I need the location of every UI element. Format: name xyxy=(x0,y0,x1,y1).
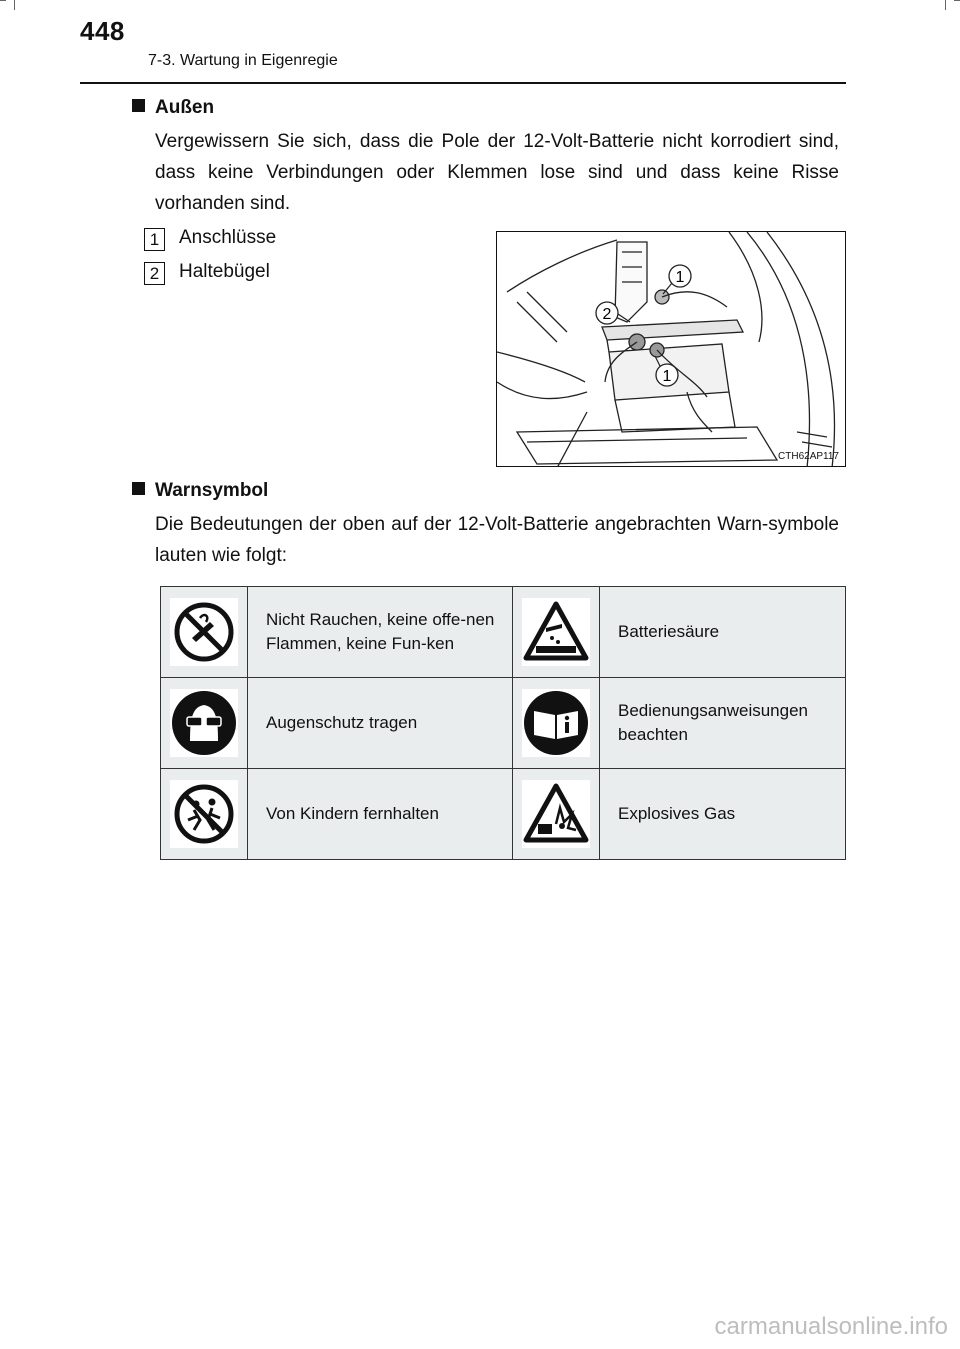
symbol-description: Explosives Gas xyxy=(618,804,736,823)
heading-text: Außen xyxy=(155,97,215,118)
section-heading-warning xyxy=(132,480,268,502)
symbol-description: Batteriesäure xyxy=(618,622,720,641)
header-rule xyxy=(80,82,846,84)
table-cell xyxy=(600,769,846,860)
figure-code: CTH62AP117 xyxy=(778,451,839,462)
callout-label: 2 xyxy=(602,306,612,323)
paragraph-warning: Die Bedeutungen der oben auf der 12-Volt-Batterie angebrachten Warn-symbole lauten wie folgt: xyxy=(155,514,839,566)
table-cell xyxy=(513,587,600,678)
callout-number: 2 xyxy=(144,262,165,285)
paragraph-outside: Vergewissern Sie sich, dass die Pole der 12-Volt-Batterie nicht korrodiert sind, dass keine Verbindungen oder Klemmen lose sind und dass keine Risse vorhanden sind. xyxy=(155,131,839,214)
symbol-description: Von Kindern fernhalten xyxy=(266,804,439,823)
callout-number: 1 xyxy=(144,228,165,251)
heading-text: Warnsymbol xyxy=(155,480,269,501)
crop-mark xyxy=(954,0,960,1)
square-bullet-icon xyxy=(132,482,145,495)
watermark: carmanualsonline.info xyxy=(714,1313,948,1340)
table-cell xyxy=(513,769,600,860)
table-row xyxy=(161,769,846,860)
crop-mark xyxy=(0,0,6,1)
callout-label: 1 xyxy=(662,368,672,385)
callout-label: 1 xyxy=(675,269,685,286)
table-cell xyxy=(161,769,248,860)
read-manual-icon xyxy=(522,689,590,757)
section-heading-outside xyxy=(132,97,214,119)
explosive-gas-icon xyxy=(522,780,590,848)
warning-symbol-table xyxy=(160,586,846,860)
table-cell xyxy=(248,769,513,860)
table-cell xyxy=(248,678,513,769)
table-row xyxy=(161,587,846,678)
callout-1-top xyxy=(663,265,691,294)
battery-line-drawing xyxy=(497,232,846,467)
table-cell xyxy=(161,678,248,769)
table-cell xyxy=(513,678,600,769)
table-row xyxy=(161,678,846,769)
chapter-title: 7-3. Wartung in Eigenregie xyxy=(148,52,338,69)
crop-mark xyxy=(14,0,15,10)
table-cell xyxy=(600,678,846,769)
keep-away-children-icon xyxy=(170,780,238,848)
symbol-description: Bedienungsanweisungen beachten xyxy=(618,701,808,744)
symbol-description: Nicht Rauchen, keine offe-nen Flammen, keine Fun-ken xyxy=(266,610,495,653)
battery-acid-icon xyxy=(522,598,590,666)
square-bullet-icon xyxy=(132,99,145,112)
table-cell xyxy=(161,587,248,678)
table-cell xyxy=(248,587,513,678)
table-cell xyxy=(600,587,846,678)
page-number: 448 xyxy=(80,16,125,46)
no-smoking-icon xyxy=(170,598,238,666)
crop-mark xyxy=(945,0,946,10)
legend-label: Haltebügel xyxy=(179,261,270,282)
legend-item-2 xyxy=(144,261,270,285)
legend-item-1 xyxy=(144,227,276,251)
legend-label: Anschlüsse xyxy=(179,227,277,248)
battery-illustration xyxy=(496,231,846,467)
symbol-description: Augenschutz tragen xyxy=(266,713,418,732)
eye-protection-icon xyxy=(170,689,238,757)
